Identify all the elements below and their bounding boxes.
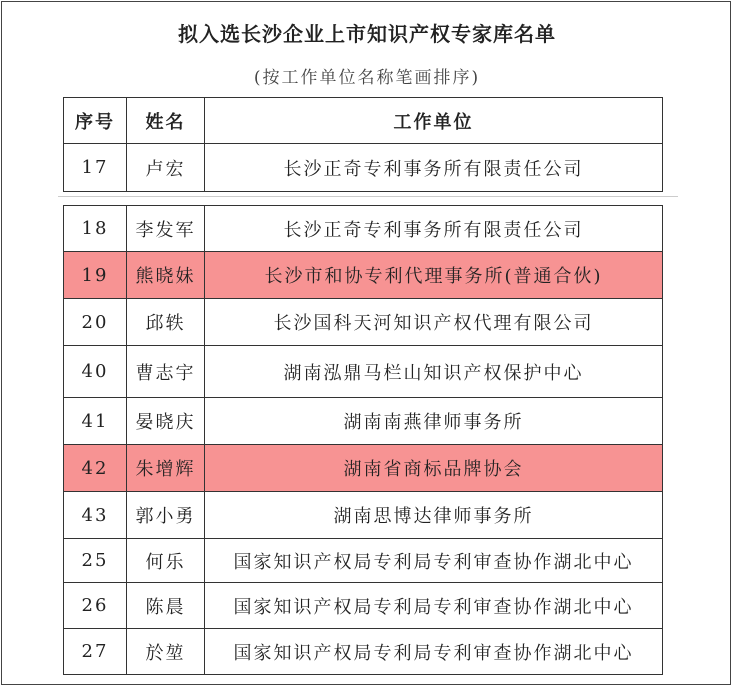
table-row [64, 398, 663, 445]
row-name: 晏晓庆 [127, 398, 205, 445]
row-name: 熊晓妹 [127, 252, 205, 299]
page-title: 拟入选长沙企业上市知识产权专家库名单 [178, 22, 556, 46]
table-row [64, 299, 663, 346]
row-no: 26 [64, 583, 127, 629]
row-unit: 长沙国科天河知识产权代理有限公司 [205, 299, 663, 346]
header-name: 姓名 [127, 98, 205, 144]
row-no: 41 [64, 398, 127, 445]
table-row [64, 629, 663, 675]
row-name: 卢宏 [127, 144, 205, 192]
row-unit: 长沙正奇专利事务所有限责任公司 [205, 144, 663, 192]
expert-table-bottom [63, 538, 663, 675]
row-name: 陈晨 [127, 583, 205, 629]
expert-table-middle [63, 205, 663, 539]
table-row-highlighted [64, 445, 663, 492]
row-unit: 长沙市和协专利代理事务所(普通合伙) [205, 252, 663, 299]
row-name: 邱轶 [127, 299, 205, 346]
row-unit: 国家知识产权局专利局专利审查协作湖北中心 [205, 583, 663, 629]
row-no: 19 [64, 252, 127, 299]
table-row-highlighted [64, 252, 663, 299]
header-no: 序号 [64, 98, 127, 144]
page-subtitle: (按工作单位名称笔画排序) [253, 68, 481, 88]
row-no: 43 [64, 492, 127, 539]
row-no: 25 [64, 539, 127, 583]
row-name: 何乐 [127, 539, 205, 583]
row-no: 40 [64, 346, 127, 398]
expert-table-top [63, 97, 663, 192]
header-unit: 工作单位 [205, 98, 663, 144]
table-row [64, 583, 663, 629]
row-unit: 国家知识产权局专利局专利审查协作湖北中心 [205, 629, 663, 675]
table-row [64, 346, 663, 398]
row-name: 於堃 [127, 629, 205, 675]
row-unit: 湖南泓鼎马栏山知识产权保护中心 [205, 346, 663, 398]
row-no: 20 [64, 299, 127, 346]
row-unit: 国家知识产权局专利局专利审查协作湖北中心 [205, 539, 663, 583]
row-unit: 湖南省商标品牌协会 [205, 445, 663, 492]
row-name: 郭小勇 [127, 492, 205, 539]
row-unit: 湖南南燕律师事务所 [205, 398, 663, 445]
row-unit: 长沙正奇专利事务所有限责任公司 [205, 206, 663, 252]
table-row [64, 539, 663, 583]
row-name: 朱增辉 [127, 445, 205, 492]
row-no: 27 [64, 629, 127, 675]
table-row [64, 492, 663, 539]
row-no: 42 [64, 445, 127, 492]
row-no: 17 [64, 144, 127, 192]
page-break-line [58, 196, 678, 201]
table-row [64, 206, 663, 252]
table-header-row [64, 98, 663, 144]
row-name: 李发军 [127, 206, 205, 252]
row-no: 18 [64, 206, 127, 252]
row-unit: 湖南思博达律师事务所 [205, 492, 663, 539]
table-row [64, 144, 663, 192]
row-name: 曹志宇 [127, 346, 205, 398]
